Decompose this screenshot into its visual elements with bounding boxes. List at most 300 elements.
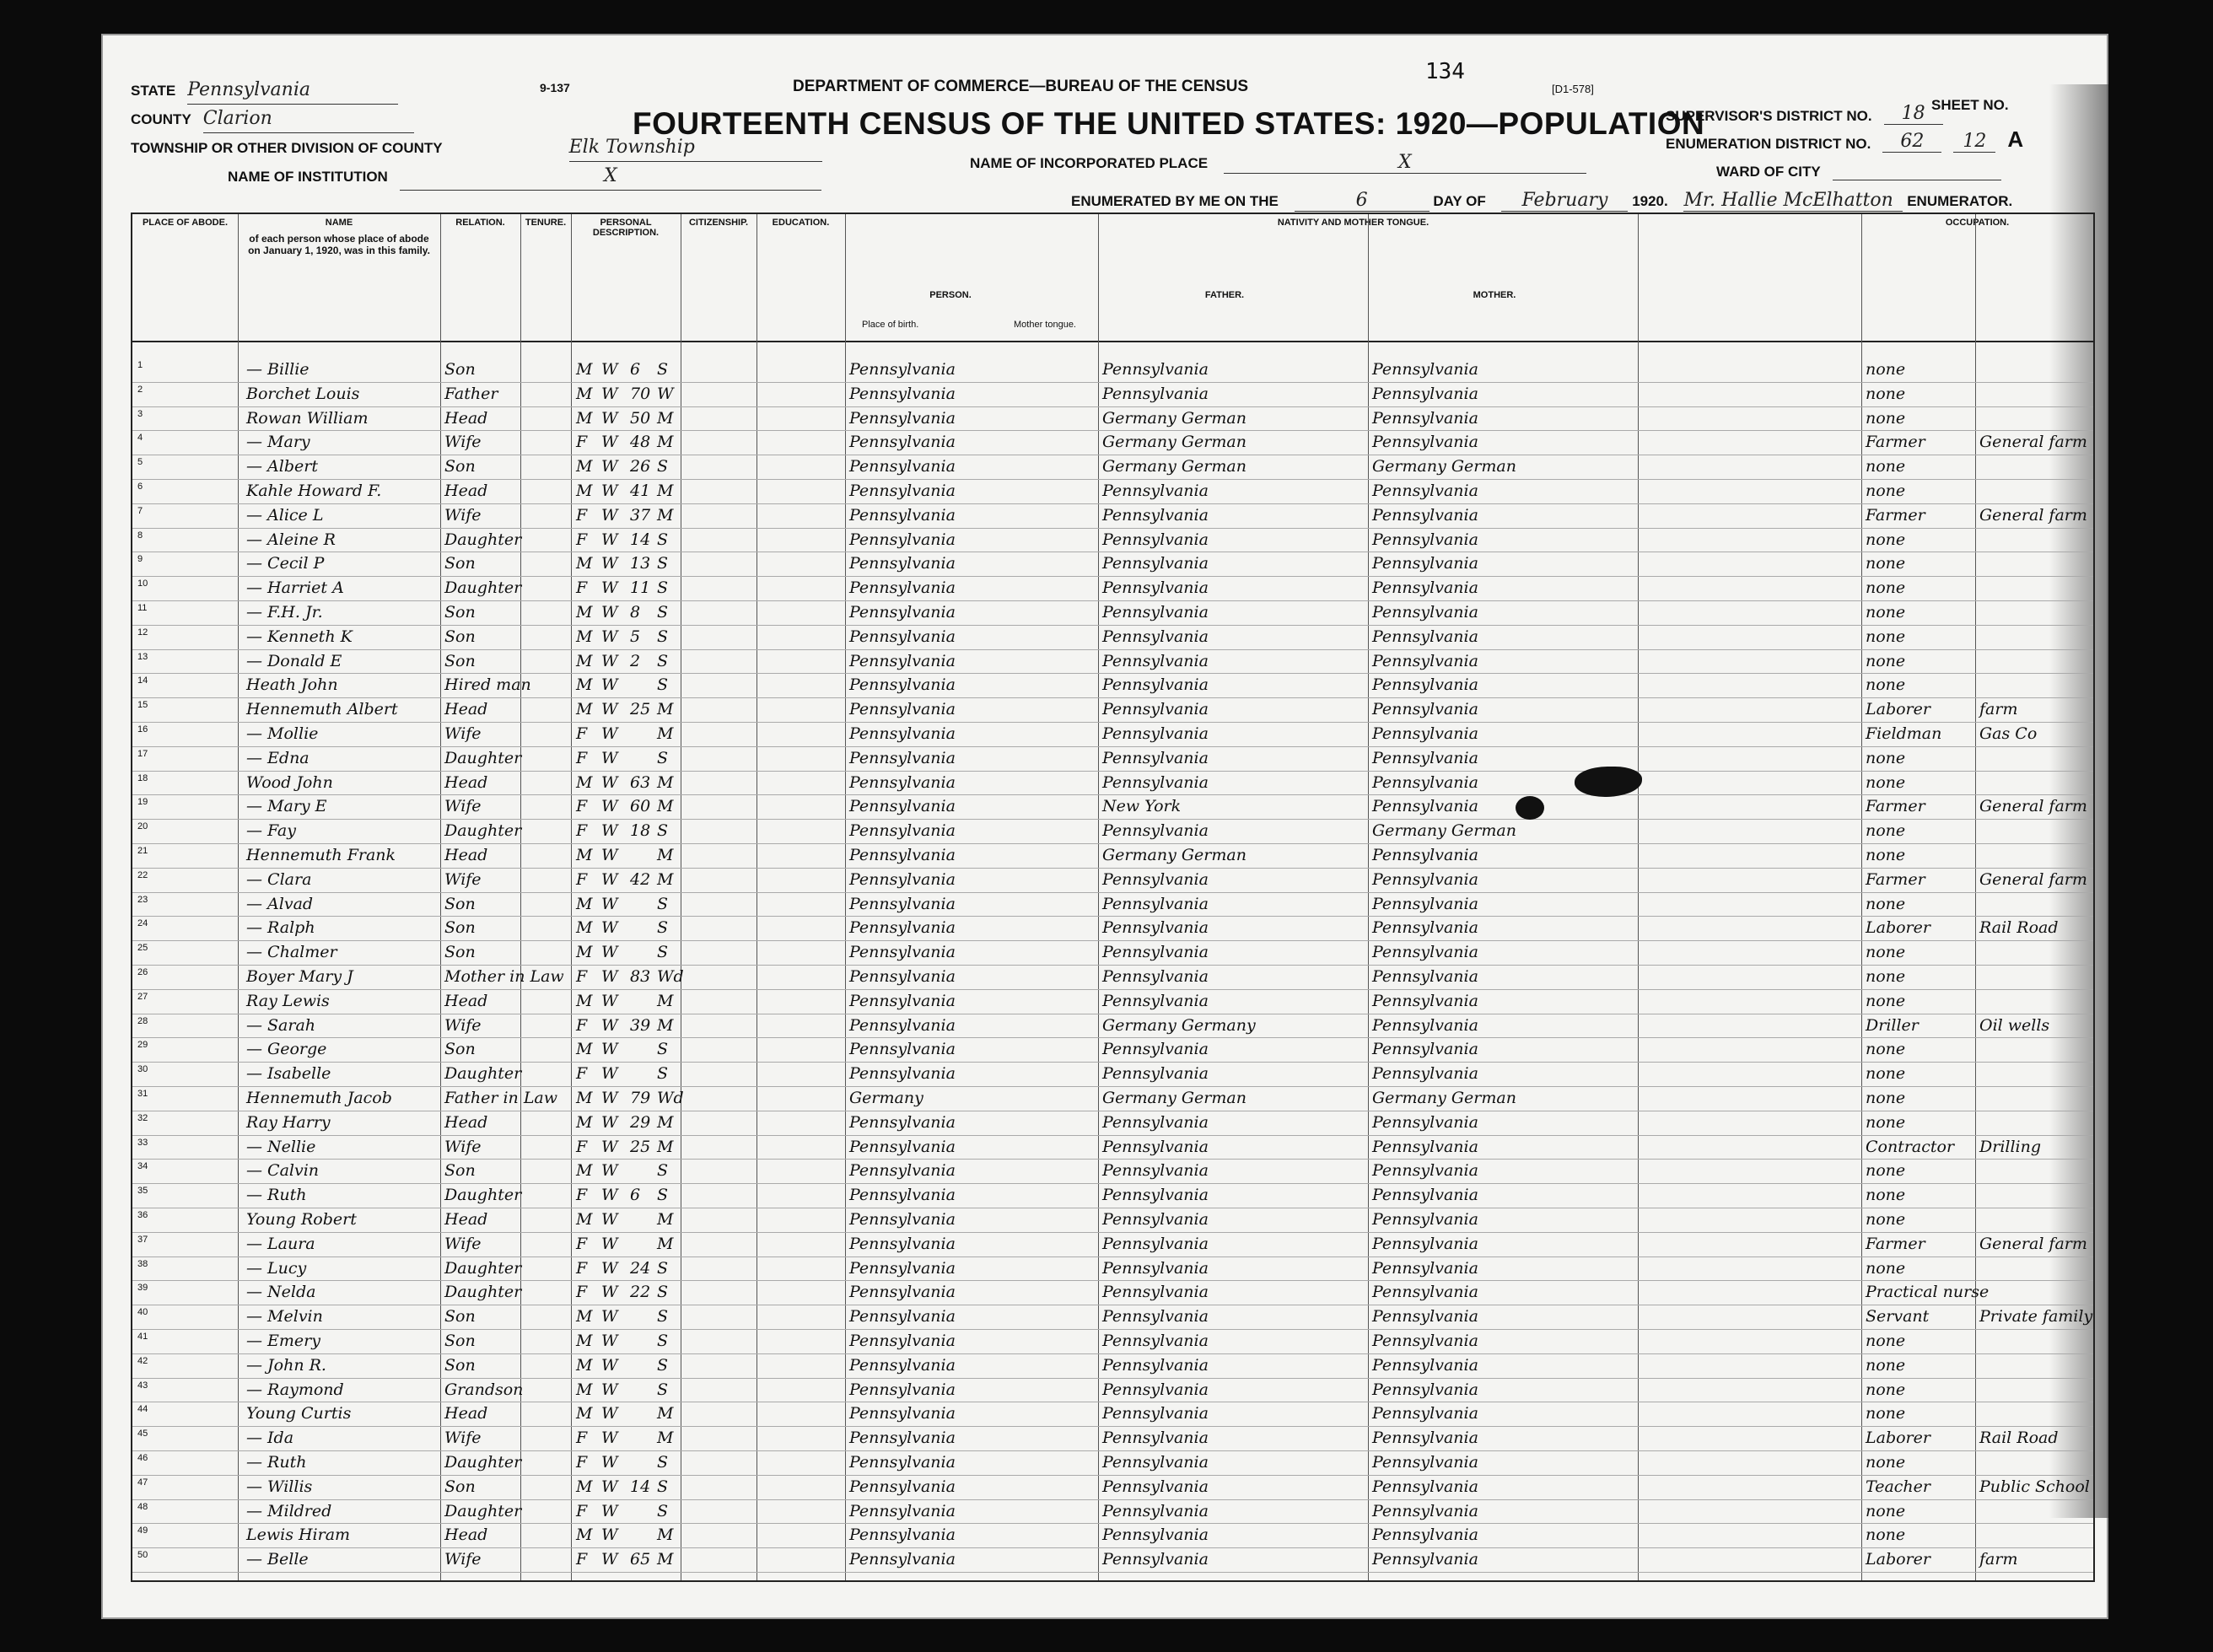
birthplace-cell: Pennsylvania: [849, 772, 956, 792]
table-row: [132, 1014, 2093, 1039]
father-birthplace-cell: Pennsylvania: [1102, 651, 1209, 670]
enumeration-label: ENUMERATION DISTRICT NO.: [1666, 136, 1871, 152]
sex-cell: M: [576, 1380, 593, 1399]
mother-birthplace-cell: Pennsylvania: [1372, 1307, 1478, 1326]
age-cell: 24: [630, 1258, 651, 1278]
department-heading: DEPARTMENT OF COMMERCE—BUREAU OF THE CENSUS: [793, 78, 1249, 95]
father-birthplace-cell: Germany German: [1102, 433, 1246, 452]
father-birthplace-cell: Pennsylvania: [1102, 1404, 1209, 1423]
marital-cell: W: [657, 384, 674, 403]
relation-cell: Son: [444, 943, 476, 962]
person-name: — Nelda: [246, 1283, 316, 1302]
race-cell: W: [601, 748, 618, 767]
census-sheet: [101, 34, 2108, 1619]
mother-birthplace-cell: Germany German: [1372, 1089, 1516, 1107]
table-row: [132, 1062, 2093, 1087]
sex-cell: F: [576, 505, 588, 525]
sex-cell: M: [576, 772, 593, 792]
relation-cell: Daughter: [444, 1453, 522, 1472]
race-cell: W: [601, 1355, 618, 1375]
row-number: 16: [137, 724, 148, 735]
race-cell: W: [601, 1283, 618, 1302]
marital-cell: S: [657, 1258, 669, 1278]
sex-cell: M: [576, 1526, 593, 1545]
father-birthplace-cell: Pennsylvania: [1102, 384, 1209, 403]
person-name: — Fay: [246, 821, 296, 841]
mother-birthplace-cell: Pennsylvania: [1372, 1332, 1478, 1350]
person-name: — Alvad: [246, 894, 314, 913]
supervisor-value: 18: [1884, 103, 1943, 125]
occupation-cell: none: [1866, 1526, 1906, 1545]
race-cell: W: [601, 1089, 618, 1107]
father-birthplace-cell: Pennsylvania: [1102, 894, 1209, 913]
institution-value: X: [400, 162, 821, 191]
race-cell: W: [601, 603, 618, 622]
father-birthplace-cell: Pennsylvania: [1102, 1161, 1209, 1181]
mother-birthplace-cell: Germany German: [1372, 821, 1516, 841]
marital-cell: S: [657, 554, 669, 573]
mother-birthplace-cell: Pennsylvania: [1372, 603, 1478, 622]
relation-cell: Son: [444, 1332, 476, 1350]
table-row: [132, 989, 2093, 1014]
occupation-cell: none: [1866, 772, 1906, 792]
race-cell: W: [601, 1380, 618, 1399]
relation-cell: Wife: [444, 1550, 482, 1569]
person-tongue-label: Mother tongue.: [1014, 320, 1076, 330]
person-name: — Billie: [246, 360, 310, 379]
mother-birthplace-cell: Pennsylvania: [1372, 772, 1478, 792]
birthplace-cell: Pennsylvania: [849, 1234, 956, 1253]
person-name: Heath John: [246, 675, 338, 695]
occupation-cell: none: [1866, 1040, 1906, 1059]
age-cell: 6: [630, 360, 641, 379]
birthplace-cell: Pennsylvania: [849, 1186, 956, 1205]
marital-cell: M: [657, 700, 674, 719]
age-cell: 29: [630, 1112, 651, 1132]
col-place-of-abode: PLACE OF ABODE.: [132, 214, 239, 341]
race-cell: W: [601, 1161, 618, 1181]
marital-cell: M: [657, 846, 674, 864]
county-label: COUNTY: [131, 111, 191, 127]
marital-cell: M: [657, 433, 674, 452]
relation-cell: Head: [444, 482, 488, 500]
marital-cell: M: [657, 1234, 674, 1253]
relation-cell: Head: [444, 700, 488, 719]
race-cell: W: [601, 360, 618, 379]
table-row: [132, 819, 2093, 844]
mother-birthplace-cell: Pennsylvania: [1372, 724, 1478, 743]
table-row: [132, 479, 2093, 504]
occupation-cell: none: [1866, 846, 1906, 864]
birthplace-cell: Pennsylvania: [849, 505, 956, 525]
row-number: 17: [137, 748, 148, 759]
sex-cell: F: [576, 821, 588, 841]
father-birthplace-cell: Pennsylvania: [1102, 1453, 1209, 1472]
race-cell: W: [601, 918, 618, 938]
mother-birthplace-cell: Pennsylvania: [1372, 918, 1478, 938]
age-cell: 18: [630, 821, 651, 841]
sex-cell: M: [576, 1089, 593, 1107]
mother-birthplace-cell: Pennsylvania: [1372, 360, 1478, 379]
row-number: 13: [137, 651, 148, 662]
table-row: [132, 1280, 2093, 1305]
marital-cell: M: [657, 1210, 674, 1229]
mother-birthplace-cell: Pennsylvania: [1372, 1234, 1478, 1253]
person-name: Ray Lewis: [246, 991, 330, 1010]
age-cell: 5: [630, 627, 641, 646]
sex-cell: F: [576, 1015, 588, 1035]
race-cell: W: [601, 1501, 618, 1520]
incorporated-label: NAME OF INCORPORATED PLACE: [970, 155, 1209, 171]
father-birthplace-cell: New York: [1102, 797, 1182, 816]
marital-cell: M: [657, 724, 674, 743]
supervisor-label: SUPERVISOR'S DISTRICT NO.: [1666, 108, 1872, 124]
occupation-cell: none: [1866, 1210, 1906, 1229]
father-birthplace-cell: Pennsylvania: [1102, 554, 1209, 573]
table-row: [132, 697, 2093, 723]
person-name: — Melvin: [246, 1307, 323, 1326]
birthplace-cell: Pennsylvania: [849, 1015, 956, 1035]
race-cell: W: [601, 1210, 618, 1229]
mother-birthplace-cell: Pennsylvania: [1372, 1550, 1478, 1569]
enumerated-day: 6: [1295, 190, 1430, 212]
marital-cell: S: [657, 918, 669, 938]
header-left: [131, 76, 822, 191]
table-row: [132, 552, 2093, 577]
father-birthplace-cell: Pennsylvania: [1102, 1429, 1209, 1448]
birthplace-cell: Pennsylvania: [849, 1380, 956, 1399]
table-row: [132, 358, 2093, 383]
relation-cell: Daughter: [444, 1501, 522, 1520]
occupation-cell: Farmer: [1866, 797, 1925, 816]
row-number: 36: [137, 1210, 148, 1220]
sex-cell: M: [576, 1355, 593, 1375]
table-row: [132, 1159, 2093, 1184]
occupation-cell: none: [1866, 482, 1906, 500]
relation-cell: Son: [444, 360, 476, 379]
father-birthplace-cell: Germany German: [1102, 457, 1246, 476]
industry-cell: Rail Road: [1979, 918, 2059, 938]
race-cell: W: [601, 578, 618, 598]
father-birthplace-cell: Pennsylvania: [1102, 1040, 1209, 1059]
form-number: 9-137: [540, 81, 570, 94]
person-name: Kahle Howard F.: [246, 482, 382, 500]
father-birthplace-cell: Pennsylvania: [1102, 1501, 1209, 1520]
relation-cell: Son: [444, 1307, 476, 1326]
relation-cell: Head: [444, 1112, 488, 1132]
relation-cell: Wife: [444, 724, 482, 743]
table-row: [132, 916, 2093, 941]
marital-cell: S: [657, 1161, 669, 1181]
race-cell: W: [601, 482, 618, 500]
relation-cell: Wife: [444, 1429, 482, 1448]
marital-cell: S: [657, 360, 669, 379]
race-cell: W: [601, 772, 618, 792]
marital-cell: M: [657, 1526, 674, 1545]
birthplace-cell: Pennsylvania: [849, 554, 956, 573]
state-value: Pennsylvania: [187, 76, 398, 105]
mother-birthplace-cell: Pennsylvania: [1372, 482, 1478, 500]
mother-birthplace-cell: Pennsylvania: [1372, 1526, 1478, 1545]
marital-cell: S: [657, 1477, 669, 1496]
sex-cell: M: [576, 651, 593, 670]
marital-cell: M: [657, 772, 674, 792]
birthplace-cell: Pennsylvania: [849, 1477, 956, 1496]
birthplace-cell: Pennsylvania: [849, 1550, 956, 1569]
race-cell: W: [601, 554, 618, 573]
person-name: — Emery: [246, 1332, 320, 1350]
occupation-cell: none: [1866, 1089, 1906, 1107]
mother-birthplace-cell: Pennsylvania: [1372, 1112, 1478, 1132]
birthplace-cell: Pennsylvania: [849, 1404, 956, 1423]
row-number: 27: [137, 991, 148, 1002]
occupation-cell: none: [1866, 457, 1906, 476]
industry-cell: Drilling: [1979, 1137, 2042, 1156]
table-row: [132, 430, 2093, 455]
relation-cell: Head: [444, 1404, 488, 1423]
person-name: Lewis Hiram: [246, 1526, 351, 1545]
relation-cell: Son: [444, 1355, 476, 1375]
birthplace-cell: Germany: [849, 1089, 923, 1107]
industry-cell: Private family: [1979, 1307, 2093, 1326]
marital-cell: S: [657, 530, 669, 549]
birthplace-cell: Pennsylvania: [849, 1355, 956, 1375]
person-name: — Harriet A: [246, 578, 344, 598]
race-cell: W: [601, 1015, 618, 1035]
occupation-cell: none: [1866, 1404, 1906, 1423]
birthplace-cell: Pennsylvania: [849, 1283, 956, 1302]
enumerator-label: ENUMERATOR.: [1907, 193, 2013, 209]
person-name: — F.H. Jr.: [246, 603, 323, 622]
person-name: — Clara: [246, 869, 312, 889]
birthplace-cell: Pennsylvania: [849, 967, 956, 986]
row-number: 48: [137, 1501, 148, 1512]
occupation-cell: none: [1866, 894, 1906, 913]
father-birthplace-cell: Pennsylvania: [1102, 1186, 1209, 1205]
relation-cell: Son: [444, 894, 476, 913]
marital-cell: M: [657, 869, 674, 889]
table-row: [132, 940, 2093, 966]
sex-cell: F: [576, 1550, 588, 1569]
father-birthplace-cell: Pennsylvania: [1102, 603, 1209, 622]
row-number: 31: [137, 1089, 148, 1099]
race-cell: W: [601, 724, 618, 743]
marital-cell: M: [657, 505, 674, 525]
industry-cell: Gas Co: [1979, 724, 2038, 743]
relation-cell: Head: [444, 1526, 488, 1545]
relation-cell: Son: [444, 918, 476, 938]
father-birthplace-cell: Pennsylvania: [1102, 748, 1209, 767]
birthplace-cell: Pennsylvania: [849, 1429, 956, 1448]
industry-cell: Public School: [1979, 1477, 2090, 1496]
birthplace-cell: Pennsylvania: [849, 1161, 956, 1181]
row-number: 38: [137, 1258, 148, 1269]
father-birthplace-cell: Pennsylvania: [1102, 1332, 1209, 1350]
person-name: — Albert: [246, 457, 318, 476]
page-title: FOURTEENTH CENSUS OF THE UNITED STATES: 1920—POPULATION: [633, 106, 1705, 141]
sex-cell: F: [576, 1137, 588, 1156]
occupation-cell: Farmer: [1866, 1234, 1925, 1253]
relation-cell: Father in Law: [444, 1089, 558, 1107]
age-cell: 79: [630, 1089, 651, 1107]
row-number: 3: [137, 408, 143, 419]
sheet-letter: A: [2007, 126, 2024, 152]
table-row: [132, 1547, 2093, 1573]
father-birthplace-cell: Germany German: [1102, 1089, 1246, 1107]
row-number: 10: [137, 578, 148, 589]
relation-cell: Daughter: [444, 578, 522, 598]
industry-cell: General farm: [1979, 869, 2087, 889]
occupation-cell: none: [1866, 384, 1906, 403]
father-birthplace-cell: Germany Germany: [1102, 1015, 1256, 1035]
occupation-cell: Fieldman: [1866, 724, 1942, 743]
col-personal: PERSONAL DESCRIPTION.: [571, 214, 681, 341]
row-number: 35: [137, 1186, 148, 1197]
mother-birthplace-cell: Pennsylvania: [1372, 1453, 1478, 1472]
relation-cell: Wife: [444, 869, 482, 889]
occupation-cell: Practical nurse: [1866, 1283, 1990, 1302]
race-cell: W: [601, 869, 618, 889]
relation-cell: Wife: [444, 797, 482, 816]
state-label: STATE: [131, 83, 176, 99]
race-cell: W: [601, 991, 618, 1010]
mother-birthplace-cell: Pennsylvania: [1372, 384, 1478, 403]
mother-birthplace-cell: Pennsylvania: [1372, 700, 1478, 719]
enumeration-value: 62: [1882, 131, 1941, 153]
ink-blot: [1516, 796, 1544, 820]
person-name: Hennemuth Jacob: [246, 1089, 392, 1107]
table-row: [132, 528, 2093, 553]
person-name: — Nellie: [246, 1137, 316, 1156]
person-name: — Edna: [246, 748, 310, 767]
sheet-value: 12: [1953, 131, 1995, 153]
table-row: [132, 771, 2093, 796]
row-number: 29: [137, 1040, 148, 1051]
birthplace-cell: Pennsylvania: [849, 1307, 956, 1326]
sex-cell: M: [576, 1477, 593, 1496]
occupation-cell: none: [1866, 675, 1906, 695]
row-number: 18: [137, 772, 148, 783]
birthplace-cell: Pennsylvania: [849, 675, 956, 695]
row-number: 42: [137, 1355, 148, 1366]
race-cell: W: [601, 894, 618, 913]
marital-cell: M: [657, 1015, 674, 1035]
marital-cell: Wd: [657, 967, 684, 986]
industry-cell: General farm: [1979, 797, 2087, 816]
industry-cell: farm: [1979, 1550, 2018, 1569]
sex-cell: F: [576, 530, 588, 549]
birthplace-cell: Pennsylvania: [849, 1258, 956, 1278]
person-name: — Sarah: [246, 1015, 316, 1035]
col-name: NAME of each person whose place of abode on January 1, 1920, was in this family.: [238, 214, 441, 341]
occupation-cell: none: [1866, 603, 1906, 622]
col-occupation: OCCUPATION.: [1945, 218, 2010, 228]
race-cell: W: [601, 1526, 618, 1545]
age-cell: 8: [630, 603, 641, 622]
birthplace-cell: Pennsylvania: [849, 748, 956, 767]
table-row: [132, 1499, 2093, 1525]
marital-cell: S: [657, 675, 669, 695]
person-name: — John R.: [246, 1355, 326, 1375]
mother-birthplace-cell: Pennsylvania: [1372, 554, 1478, 573]
mother-birthplace-cell: Pennsylvania: [1372, 991, 1478, 1010]
row-number: 23: [137, 894, 148, 905]
mother-birthplace-cell: Pennsylvania: [1372, 894, 1478, 913]
row-number: 33: [137, 1137, 148, 1148]
relation-cell: Son: [444, 1040, 476, 1059]
birthplace-cell: Pennsylvania: [849, 530, 956, 549]
sex-cell: F: [576, 433, 588, 452]
table-row: [132, 1111, 2093, 1136]
race-cell: W: [601, 1453, 618, 1472]
race-cell: W: [601, 1477, 618, 1496]
person-name: — Isabelle: [246, 1064, 331, 1084]
father-birthplace-cell: Germany German: [1102, 408, 1246, 428]
industry-cell: farm: [1979, 700, 2018, 719]
table-row: [132, 1353, 2093, 1379]
table-row: [132, 892, 2093, 917]
marital-cell: M: [657, 1137, 674, 1156]
birthplace-cell: Pennsylvania: [849, 943, 956, 962]
nativity-mother: MOTHER.: [1473, 290, 1516, 300]
age-cell: 50: [630, 408, 651, 428]
occupation-cell: none: [1866, 748, 1906, 767]
row-number: 34: [137, 1161, 148, 1172]
row-number: 7: [137, 505, 143, 516]
father-birthplace-cell: Pennsylvania: [1102, 967, 1209, 986]
person-name: — Lucy: [246, 1258, 307, 1278]
age-cell: 39: [630, 1015, 651, 1035]
form-code: [D1-578]: [1552, 83, 1594, 95]
person-name: — Ruth: [246, 1186, 307, 1205]
row-number: 30: [137, 1064, 148, 1075]
marital-cell: M: [657, 797, 674, 816]
birthplace-cell: Pennsylvania: [849, 1137, 956, 1156]
row-number: 50: [137, 1550, 148, 1561]
race-cell: W: [601, 505, 618, 525]
race-cell: W: [601, 1040, 618, 1059]
row-number: 39: [137, 1283, 148, 1294]
row-number: 11: [137, 603, 148, 613]
sex-cell: F: [576, 1186, 588, 1205]
race-cell: W: [601, 821, 618, 841]
age-cell: 65: [630, 1550, 651, 1569]
person-name: Hennemuth Albert: [246, 700, 398, 719]
mother-birthplace-cell: Pennsylvania: [1372, 1210, 1478, 1229]
table-row: [132, 1086, 2093, 1111]
occupation-cell: none: [1866, 943, 1906, 962]
father-birthplace-cell: Pennsylvania: [1102, 918, 1209, 938]
occupation-cell: none: [1866, 991, 1906, 1010]
relation-cell: Daughter: [444, 1064, 522, 1084]
person-name: Wood John: [246, 772, 333, 792]
mother-birthplace-cell: Pennsylvania: [1372, 627, 1478, 646]
occupation-cell: none: [1866, 1380, 1906, 1399]
age-cell: 37: [630, 505, 651, 525]
table-row: [132, 1475, 2093, 1500]
table-row: [132, 1378, 2093, 1403]
mother-birthplace-cell: Pennsylvania: [1372, 408, 1478, 428]
sex-cell: F: [576, 724, 588, 743]
race-cell: W: [601, 1064, 618, 1084]
father-birthplace-cell: Pennsylvania: [1102, 1258, 1209, 1278]
table-row: [132, 1256, 2093, 1282]
father-birthplace-cell: Pennsylvania: [1102, 1210, 1209, 1229]
relation-cell: Head: [444, 772, 488, 792]
sex-cell: F: [576, 1258, 588, 1278]
person-name: — Calvin: [246, 1161, 320, 1181]
person-birth-label: Place of birth.: [862, 320, 919, 330]
